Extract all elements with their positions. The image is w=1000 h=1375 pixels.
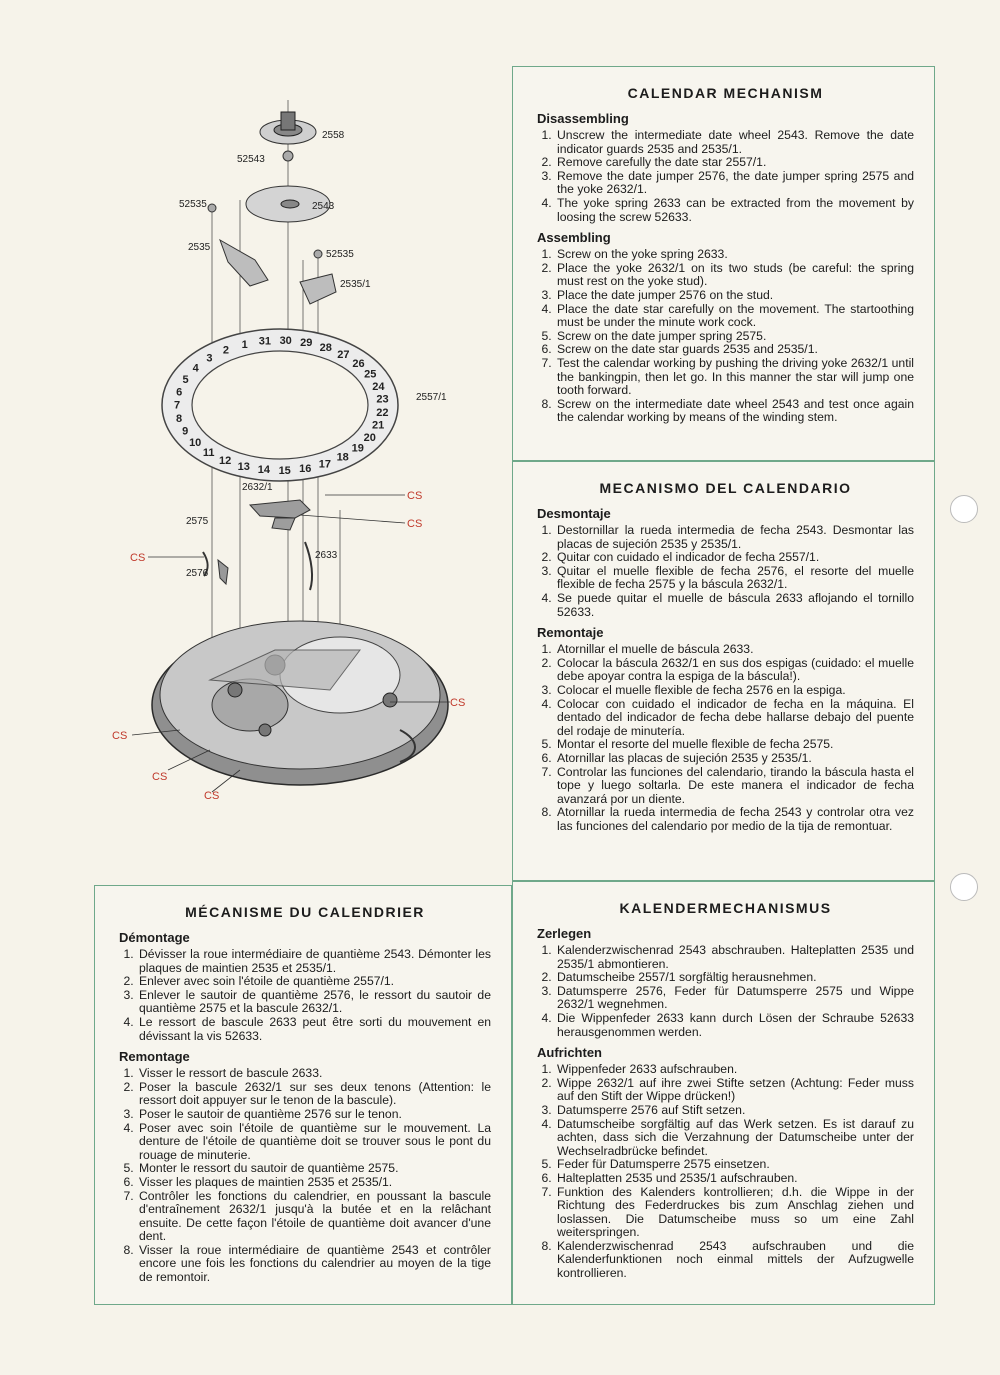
list-item: 7. Funktion des Kalenders kontrollieren; d.h. die Wippe in der Richtung des Federdruckes bis zum Anschlag ziehen und loslassen. Die Datumscheibe muss so um eine Zahl weiterspringen. [555, 1186, 914, 1240]
dial-number: 9 [182, 425, 189, 438]
dial-number: 18 [336, 451, 349, 464]
disassembling-steps [537, 944, 914, 1039]
section-title: MECANISMO DEL CALENDARIO [599, 480, 852, 496]
list-item: 2. Place the yoke 2632/1 on its two studs (be careful: the spring must rest on the yoke stud). [555, 262, 914, 289]
list-item: 1. Visser le ressort de bascule 2633. [137, 1067, 491, 1081]
list-item: 8. Visser la roue intermédiaire de quantième 2543 et contrôler encore une fois les fonctions du calendrier au moyen de la tige de remontoir. [137, 1244, 491, 1285]
list-item: 2. Quitar con cuidado el indicador de fecha 2557/1. [555, 551, 914, 565]
assembling-steps [537, 643, 914, 833]
dial-number: 12 [218, 455, 232, 467]
punch-hole-top [950, 495, 978, 523]
list-item: 1. Kalenderzwischenrad 2543 abschrauben. Halteplatten 2535 und 2535/1 abmontieren. [555, 944, 914, 971]
label-2543: 2543 [312, 201, 335, 212]
label-2632-1: 2632/1 [242, 482, 273, 493]
movement-base [152, 621, 448, 785]
assembling-heading: Remontaje [537, 625, 604, 641]
cs-label-3: CS [130, 552, 146, 564]
list-item: 5. Feder für Datumsperre 2575 einsetzen. [555, 1158, 914, 1172]
label-2557-1: 2557/1 [416, 392, 447, 403]
dial-number: 10 [189, 436, 202, 449]
list-item: 3. Datumsperre 2576 auf Stift setzen. [555, 1104, 914, 1118]
assembling-steps [119, 1067, 491, 1285]
assembling-steps [537, 248, 914, 425]
plate-2535-1 [300, 274, 336, 304]
dial-number: 13 [237, 460, 250, 473]
list-item: 4. Colocar con cuidado el indicador de fecha en la máquina. El dentado del indicador de fecha debe hallarse debajo del puente del rodaje de minutería. [555, 698, 914, 739]
list-item: 1. Unscrew the intermediate date wheel 2543. Remove the date indicator guards 2535 and 2535/1. [555, 129, 914, 156]
label-2535-1: 2535/1 [340, 279, 371, 290]
list-item: 1. Screw on the yoke spring 2633. [555, 248, 914, 262]
list-item: 2. Poser la bascule 2632/1 sur ses deux tenons (Attention: le ressort doit appuyer sur le tenon de la bascule). [137, 1081, 491, 1108]
disassembling-heading: Desmontaje [537, 506, 611, 521]
list-item: 4. Die Wippenfeder 2633 kann durch Lösen der Schraube 52633 herausgenommen werden. [555, 1012, 914, 1039]
list-item: 7. Controlar las funciones del calendario, tirando la báscula hasta el tope y luego soltarla. De este manera el indicador de fecha avanzará por un diente. [555, 766, 914, 807]
list-item: 5. Montar el resorte del muelle flexible de fecha 2575. [555, 738, 914, 752]
list-item: 2. Wippe 2632/1 auf ihre zwei Stifte setzen (Achtung: Feder muss auf den Stift der Wippe drücken!) [555, 1077, 914, 1104]
dial-number: 8 [175, 412, 183, 425]
list-item: 1. Dévisser la roue intermédiaire de quantième 2543. Démonter les plaques de maintien 2535 et 2535/1. [137, 948, 491, 975]
list-item: 3. Enlever le sautoir de quantième 2576, le ressort du sautoir de quantième 2575 et la bascule 2632/1. [137, 989, 491, 1016]
list-item: 7. Test the calendar working by pushing the driving yoke 2632/1 until the bankingpin, then let go. In this manner the star will jump one tooth forward. [555, 357, 914, 398]
list-item: 3. Datumsperre 2576, Feder für Datumsperre 2575 und Wippe 2632/1 wegnehmen. [555, 985, 914, 1012]
label-2535: 2535 [188, 242, 211, 253]
dial-number: 20 [363, 431, 376, 444]
list-item: 1. Wippenfeder 2633 aufschrauben. [555, 1063, 914, 1077]
calendar-exploded-diagram [100, 90, 500, 810]
assembling-heading: Assembling [537, 230, 611, 246]
section-french [94, 885, 512, 1305]
list-item: 6. Visser les plaques de maintien 2535 et 2535/1. [137, 1176, 491, 1190]
label-2558: 2558 [322, 130, 345, 141]
cs-label-6: CS [152, 771, 168, 783]
list-item: 4. Datumscheibe sorgfältig auf das Werk setzen. Es ist darauf zu achten, dass sich die Verzahnung der Datumscheibe unter der Wechselradbrücke befindet. [555, 1118, 914, 1159]
section-german [512, 881, 935, 1305]
disassembling-heading: Démontage [119, 930, 190, 945]
section-title: CALENDAR MECHANISM [627, 85, 824, 101]
label-52543: 52543 [237, 154, 265, 165]
cs-label-4: CS [450, 697, 466, 709]
list-item: 3. Colocar el muelle flexible de fecha 2576 en la espiga. [555, 684, 914, 698]
plate-2535 [220, 240, 268, 286]
label-2576: 2576 [186, 568, 209, 579]
list-item: 2. Datumscheibe 2557/1 sorgfältig herausnehmen. [555, 971, 914, 985]
dial-number: 11 [202, 446, 215, 459]
list-item: 6. Halteplatten 2535 und 2535/1 aufschrauben. [555, 1172, 914, 1186]
assembling-steps [537, 1063, 914, 1281]
section-spanish [512, 461, 935, 881]
dial-number: 24 [372, 380, 385, 393]
dial-number: 15 [278, 464, 291, 477]
yoke-2632-1-arm [272, 518, 295, 530]
list-item: 6. Atornillar las placas de sujeción 2535 y 2535/1. [555, 752, 914, 766]
yoke-spring-2633 [305, 542, 312, 590]
punch-hole-bottom [950, 873, 978, 901]
dial-number: 28 [319, 341, 332, 354]
list-item: 2. Colocar la báscula 2632/1 en sus dos espigas (cuidado: el muelle debe apoyar contra la espiga de la báscula!). [555, 657, 914, 684]
cs-label-5: CS [112, 730, 128, 742]
list-item: 8. Atornillar la rueda intermedia de fecha 2543 y controlar otra vez las funciones del calendario por medio de la tija de remontuar. [555, 806, 914, 833]
list-item: 4. Se puede quitar el muelle de báscula 2633 aflojando el tornillo 52633. [555, 592, 914, 619]
list-item: 8. Screw on the intermediate date wheel 2543 and test once again the calendar working by means of the winding stem. [555, 398, 914, 425]
label-52535-right: 52535 [326, 249, 354, 260]
dial-number: 14 [257, 464, 271, 477]
dial-number: 5 [182, 374, 189, 387]
assembling-heading: Aufrichten [537, 1045, 602, 1061]
dial-number: 3 [206, 352, 213, 365]
section-title: MÉCANISME DU CALENDRIER [185, 904, 425, 920]
disassembling-steps [537, 129, 914, 224]
dial-number: 31 [258, 335, 272, 348]
list-item: 3. Place the date jumper 2576 on the stud. [555, 289, 914, 303]
disassembling-steps [119, 948, 491, 1043]
disassembling-heading: Disassembling [537, 111, 629, 126]
dial-number: 6 [176, 386, 183, 399]
jumper-2576 [218, 560, 228, 584]
dial-number: 25 [364, 368, 377, 381]
list-item: 4. Place the date star carefully on the movement. The startoothing must be under the minute work cock. [555, 303, 914, 330]
label-2633: 2633 [315, 550, 338, 561]
dial-number: 30 [279, 335, 292, 348]
dial-number: 17 [318, 458, 332, 471]
list-item: 5. Screw on the date jumper spring 2575. [555, 330, 914, 344]
dial-number: 16 [299, 463, 312, 475]
assembling-heading: Remontage [119, 1049, 190, 1065]
list-item: 8. Kalenderzwischenrad 2543 aufschrauben und die Kalenderfunktionen noch einmal mittels der Aufzugwelle kontrollieren. [555, 1240, 914, 1281]
dial-number: 2 [222, 344, 229, 357]
disassembling-heading: Zerlegen [537, 926, 592, 941]
dial-number: 1 [241, 338, 248, 351]
list-item: 3. Poser le sautoir de quantième 2576 sur le tenon. [137, 1108, 491, 1122]
list-item: 3. Remove the date jumper 2576, the date jumper spring 2575 and the yoke 2632/1. [555, 170, 914, 197]
dial-number: 23 [376, 393, 389, 406]
list-item: 4. The yoke spring 2633 can be extracted from the movement by loosing the screw 52633. [555, 197, 914, 224]
screw-52535-right [314, 250, 322, 258]
list-item: 3. Quitar el muelle flexible de fecha 2576, el resorte del muelle flexible de fecha 2575 y la báscula 2632/1. [555, 565, 914, 592]
section-english [512, 66, 935, 461]
list-item: 1. Atornillar el muelle de báscula 2633. [555, 643, 914, 657]
label-52535-left: 52535 [179, 199, 207, 210]
disassembling-steps [537, 524, 914, 619]
cs-label-2: CS [407, 518, 423, 530]
dial-number: 21 [371, 419, 385, 432]
date-star-2557-1 [162, 329, 398, 481]
list-item: 2. Remove carefully the date star 2557/1. [555, 156, 914, 170]
cs-label-7: CS [204, 790, 220, 802]
dial-number: 27 [337, 348, 350, 361]
list-item: 4. Poser avec soin l'étoile de quantième sur le mouvement. La denture de l'étoile de quantième doit se trouver sous le pont du rouage de minuterie. [137, 1122, 491, 1163]
dial-number: 26 [352, 357, 365, 370]
screw-52543 [283, 151, 293, 161]
screw-52535-left [208, 204, 216, 212]
list-item: 5. Monter le ressort du sautoir de quantième 2575. [137, 1162, 491, 1176]
label-2575: 2575 [186, 516, 209, 527]
wheel-2558 [260, 112, 316, 144]
list-item: 2. Enlever avec soin l'étoile de quantième 2557/1. [137, 975, 491, 989]
list-item: 6. Screw on the date star guards 2535 and 2535/1. [555, 343, 914, 357]
dial-number: 29 [300, 337, 313, 350]
list-item: 4. Le ressort de bascule 2633 peut être sorti du mouvement en dévissant la vis 52633. [137, 1016, 491, 1043]
list-item: 1. Destornillar la rueda intermedia de fecha 2543. Desmontar las placas de sujeción 2535 y 2535/1. [555, 524, 914, 551]
list-item: 7. Contrôler les fonctions du calendrier, en poussant la bascule d'entraînement 2632/1 jusqu'à la butée et en la relâchant ensuite. De cette façon l'étoile de quantième doit avancer d'une dent. [137, 1190, 491, 1244]
dial-number: 4 [192, 362, 199, 375]
dial-number: 7 [173, 399, 181, 412]
dial-number: 19 [351, 442, 364, 455]
cs-label-1: CS [407, 490, 423, 502]
dial-number: 22 [376, 406, 389, 419]
section-title: KALENDERMECHANISMUS [619, 900, 832, 916]
